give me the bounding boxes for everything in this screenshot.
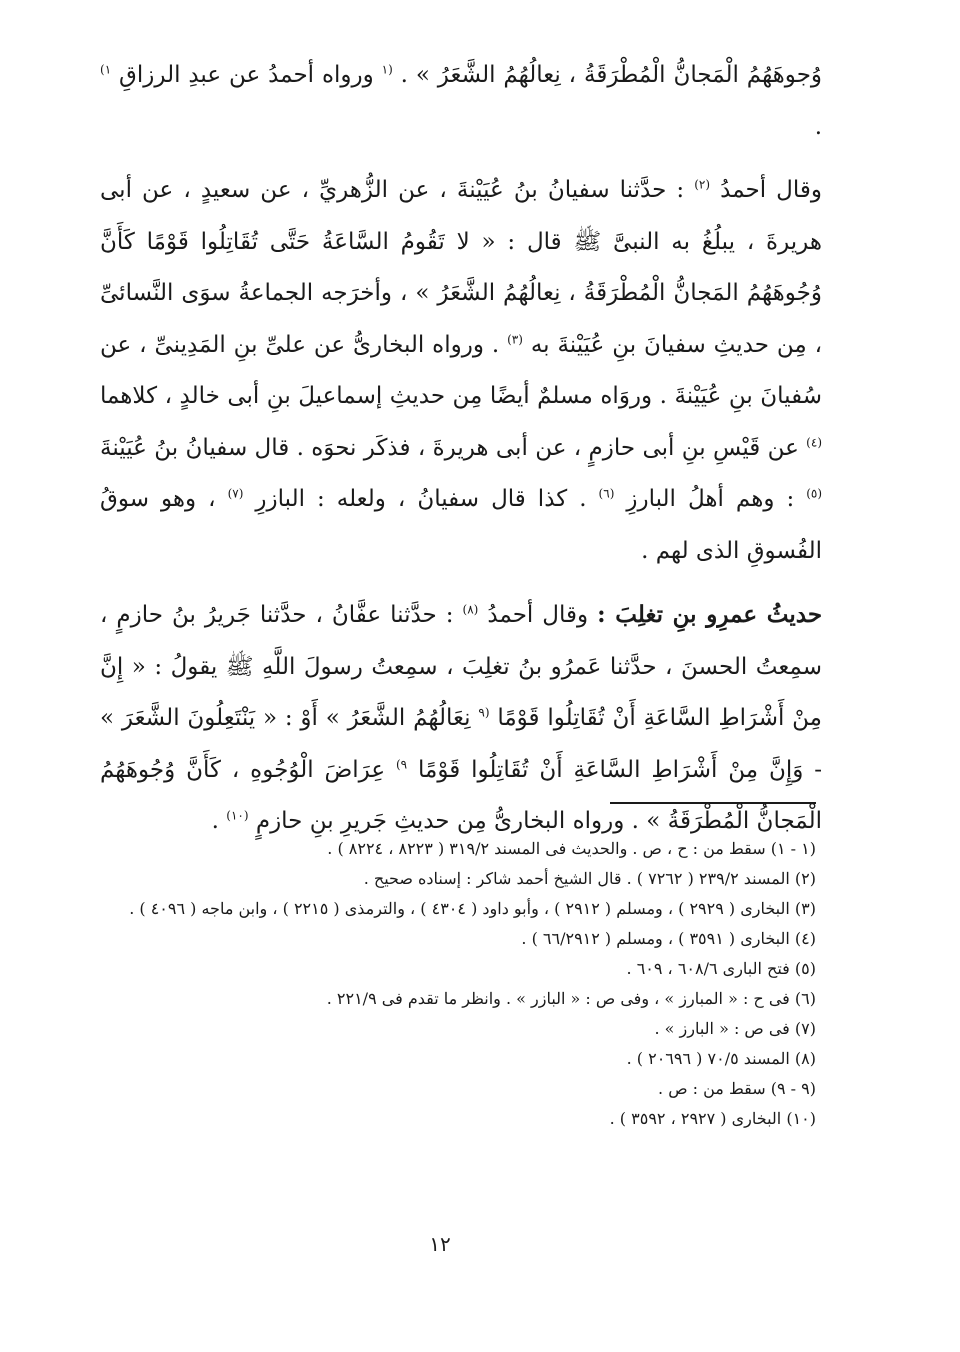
- footnote-ref[interactable]: ٩): [395, 756, 408, 771]
- footnote-divider: [610, 802, 816, 804]
- text-segment: نِعَالُهُمُ الشَّعَرُ » أَوْ : « يَنْتَعِلُونَ الشَّعَرَ » - وَإِنَّ مِنْ أَشْرَاطِ السَّاعَةِ أَنْ تُقَاتِلُوا قَوْمًا: [100, 705, 822, 783]
- footnote-ref[interactable]: (٢): [694, 177, 711, 192]
- footnote-ref[interactable]: (٤): [806, 434, 822, 449]
- page-number: ١٢: [429, 1232, 451, 1256]
- paragraph-ahmad: [100, 165, 822, 577]
- paragraph-opening: [100, 50, 822, 153]
- footnote: (٢) المسند ٢٣٩/٢ ( ٧٢٦٢ ) . قال الشيخ أحمد شاكر : إسناده صحيح .: [363, 869, 816, 888]
- text-segment: وقال أحمدُ: [487, 602, 589, 628]
- footnote: (٩ - ٩) سقط من : ص .: [658, 1079, 816, 1098]
- text-segment: عِرَاضَ الْوُجُوهِ ، كَأَنَّ وُجُوهَهُمُ الْمَجانُّ الْمُطْرَقَةُ » . ورواه البخارىُّ مِن حديثِ جَريرِ بنِ حازمٍ: [100, 756, 822, 834]
- text-segment: : وهم أهلُ البارزِ: [626, 486, 795, 512]
- text-segment: : حدَّثنا عفَّانُ ، حدَّثنا جَريرُ بنُ حازمٍ ، سمِعتُ الحسنَ ، حدَّثنا عَمرُو بنُ تغلِبَ ، سمِعتُ رسولَ اللَّهِ ﷺ يقولُ : « إِنَّ مِنْ أَشْرَاطِ السَّاعَةِ أَنْ تُقَاتِلُوا قَوْمًا: [100, 602, 822, 731]
- footnote-ref[interactable]: (٧): [227, 486, 244, 501]
- text-segment: وقال أحمدُ: [720, 177, 822, 203]
- footnote-ref[interactable]: (٩: [478, 705, 490, 720]
- text-segment: .: [211, 808, 219, 834]
- text-segment: ، وهو سوقُ الفُسوقِ الذى لهم .: [100, 486, 822, 564]
- text-segment: وُجوهَهُمُ الْمَجانُّ الْمُطْرَقَةُ ، نِعالُهُمُ الشَّعَرُ » .: [400, 62, 823, 88]
- paragraph-amr-bin-taghlib: [100, 589, 822, 848]
- text-segment: .: [814, 113, 822, 140]
- footnote: (٧) فى ص : « البارز » .: [654, 1019, 816, 1038]
- footnote: (١٠) البخارى ( ٢٩٢٧ ، ٣٥٩٢ ) .: [609, 1109, 816, 1128]
- footnote-ref[interactable]: (٨): [462, 602, 479, 617]
- text-segment: ورواه أحمدُ عن عبدِ الرزاقِ: [119, 62, 374, 88]
- footnotes-section: [98, 834, 816, 1134]
- section-heading: حديثُ عمرِو بنِ تغلِبَ :: [597, 601, 823, 628]
- footnote-ref[interactable]: (٦): [598, 486, 615, 501]
- footnote-ref[interactable]: ١): [100, 62, 112, 77]
- footnote: (٣) البخارى ( ٢٩٢٩ ) ، ومسلم ( ٢٩١٢ ) ، وأبو داود ( ٤٣٠٤ ) ، والترمذى ( ٢٢١٥ ) ، وابن ماجه ( ٤٠٩٦ ) .: [129, 899, 816, 918]
- footnote-ref[interactable]: (٥): [806, 486, 823, 501]
- text-segment: . كذا قال سفيانُ ، ولعله : البازرِ: [255, 486, 587, 512]
- footnote: (٤) البخارى ( ٣٥٩١ ) ، ومسلم ( ٦٦/٢٩١٢ ) .: [521, 929, 816, 948]
- text-segment: عن قَيْسِ بنِ أبى حازمٍ ، عن أبى هريرةَ ، فذكَر نحوَه . قال سفيانُ بنُ عُيَيْنةَ: [100, 434, 799, 461]
- footnote: (١ - ١) سقط من : ح ، ص . والحديث فى المسند ٣١٩/٢ ( ٨٢٢٣ ، ٨٢٢٤ ) .: [327, 839, 816, 858]
- text-segment: . ورواه البخارىُّ عن علىِّ بنِ المَدِينىِّ ، عن سُفيانَ بنِ عُيَيْنةَ . وروَاه مسلمٌ أيضًا مِن حديثِ إسماعيلَ بنِ أبى خالدٍ ، كلاهما: [100, 331, 822, 409]
- footnote-ref[interactable]: (١٠): [226, 808, 249, 823]
- footnote: (٨) المسند ٧٠/٥ ( ٢٠٦٩٦ ) .: [626, 1049, 816, 1068]
- main-text: [100, 50, 822, 848]
- footnote-ref[interactable]: (١: [381, 62, 393, 77]
- footnote: (٥) فتح البارى ٦٠٨/٦ ، ٦٠٩ .: [626, 959, 816, 978]
- footnote: (٦) فى ح : « المبارز » ، وفى ص : « البازر » . وانظر ما تقدم فى ٢٢١/٩ .: [326, 989, 816, 1008]
- footnote-ref[interactable]: (٣): [507, 331, 523, 346]
- text-segment: : حدَّثنا سفيانُ بنُ عُيَيْنةَ ، عن الزُّهريِّ ، عن سعيدٍ ، عن أبى هريرةَ ، يبلُغُ به النبىَّ ﷺ قال : « لا تَقُومُ السَّاعَةُ حَتَّى تُقَاتِلُوا قَوْمًا كَأَنَّ وُجُوهَهُمُ المَجانُّ الْمُطْرَقَةُ ، نِعالُهُمُ الشَّعَرُ » ، وأخرَجه الجماعةُ سوَى النَّسائىِّ ، مِن حديثِ سفيانَ بنِ عُيَيْنةَ به: [100, 177, 823, 358]
